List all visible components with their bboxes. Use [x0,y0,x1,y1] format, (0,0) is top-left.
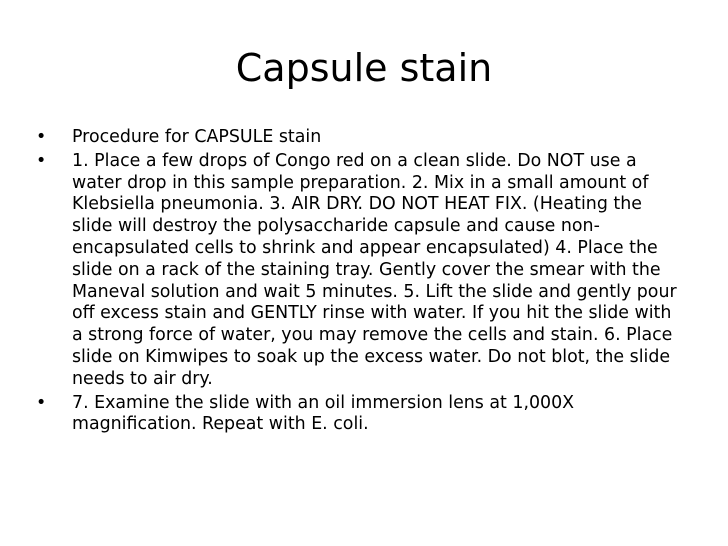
bullet-text: 1. Place a few drops of Congo red on a clean slide. Do NOT use a water drop in this sample preparation. 2. Mix in a small amount of Klebsiella pneumonia. 3. AIR DRY. DO NOT HEAT FIX. (Heating the slide will destroy the polysaccharide capsule and cause non-encapsulated cells to shrink and appear encapsulated) 4. Place the slide on a rack of the staining tray. Gently cover the smear with the Maneval solution and wait 5 minutes. 5. Lift the slide and gently pour off excess stain and GENTLY rinse with water. If you hit the slide with a strong force of water, you may remove the cells and stain. 6. Place slide on Kimwipes to soak up the excess water. Do not blot, the slide needs to air dry. [72,150,677,389]
bullet-text: 7. Examine the slide with an oil immersion lens at 1,000X magnification. Repeat with E. coli. [72,392,575,435]
bullet-list [36,127,684,438]
bullet-icon: • [36,127,47,147]
slide-title: Capsule stain [235,46,493,90]
bullet-item-procedure [36,127,684,149]
bullet-icon: • [36,150,47,171]
bullet-text: Procedure for CAPSULE stain [72,127,322,147]
bullet-item-step-7 [36,393,684,437]
bullet-item-steps-1-6 [36,151,684,391]
bullet-icon: • [36,392,47,413]
